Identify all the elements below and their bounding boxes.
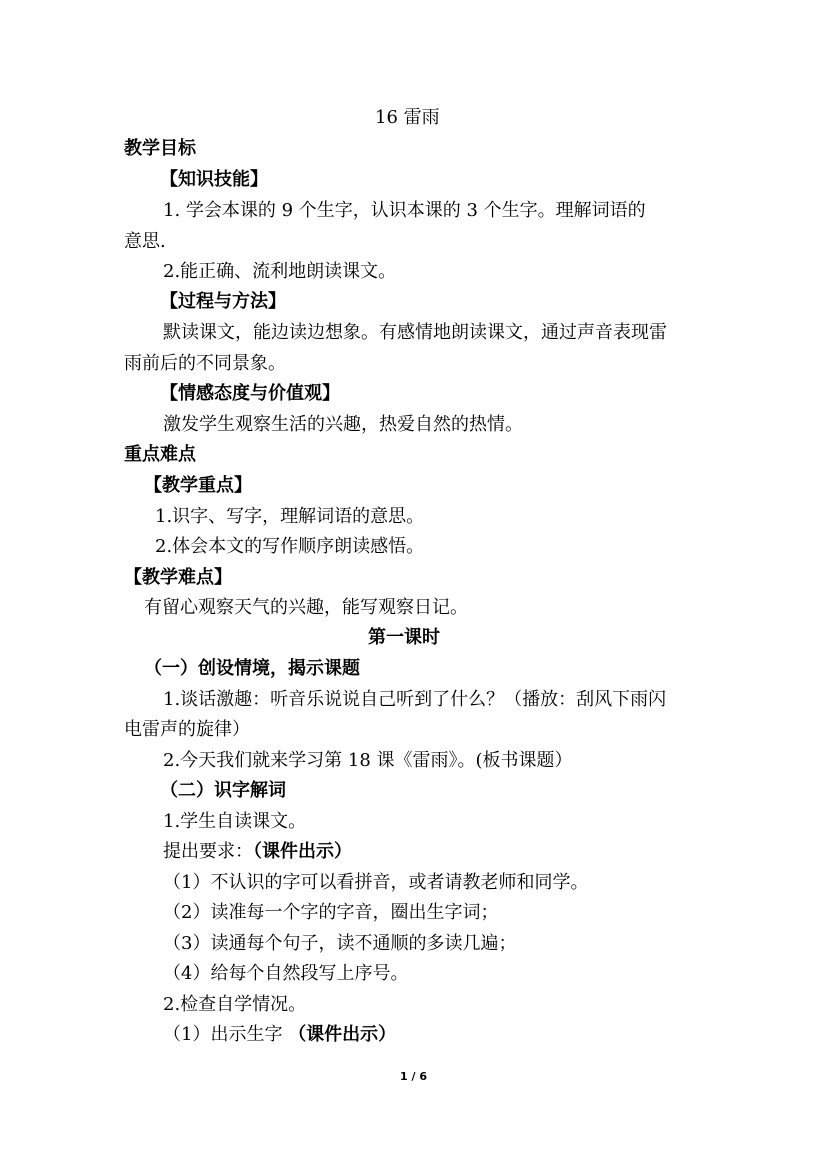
part2-item-2: 2.检查自学情况。 [163, 994, 307, 1015]
process-heading: 【过程与方法】 [160, 291, 286, 312]
requirement-3: （3）读通每个句子，读不通顺的多读几遍； [163, 933, 517, 954]
knowledge-heading: 【知识技能】 [160, 169, 268, 190]
focus-heading: 【教学重点】 [144, 475, 252, 496]
emotion-item-1: 激发学生观察生活的兴趣，热爱自然的热情。 [163, 414, 523, 435]
focus-item-2: 2.体会本文的写作顺序朗读感悟。 [155, 536, 425, 557]
process-item-1: 默读课文，能边读边想象。有感情地朗读课文，通过声音表现雷 [163, 322, 667, 343]
part1-heading: （一）创设情境，揭示课题 [144, 658, 360, 679]
knowledge-item-1: 1. 学会本课的 9 个生字，认识本课的 3 个生字。理解词语的 [163, 200, 646, 221]
difficulty-item-1: 有留心观察天气的兴趣，能写观察日记。 [144, 597, 468, 618]
difficulty-heading: 【教学难点】 [124, 567, 232, 588]
process-item-1-cont: 雨前后的不同景象。 [124, 353, 286, 374]
focus-item-1: 1.识字、写字，理解词语的意思。 [155, 506, 425, 527]
requirement-1: （1）不认识的字可以看拼音，或者请教老师和同学。 [163, 872, 589, 893]
part2-heading: （二）识字解词 [160, 780, 286, 801]
part2-requirements [163, 840, 352, 864]
part2-item-1: 1.学生自读课文。 [163, 811, 307, 832]
key-points-heading: 重点难点 [124, 444, 196, 465]
emotion-heading: 【情感态度与价值观】 [160, 383, 340, 404]
page-number: 1 / 6 [400, 1070, 427, 1083]
knowledge-item-2: 2.能正确、流利地朗读课文。 [163, 261, 397, 282]
courseware-note: （课件出示） [253, 841, 352, 862]
objectives-heading: 教学目标 [124, 138, 196, 159]
part1-item-2: 2.今天我们就来学习第 18 课《雷雨》。(板书课题） [163, 750, 573, 771]
knowledge-item-1-cont: 意思. [124, 231, 166, 252]
part2-requirements-label: 提出要求： [163, 841, 253, 862]
courseware-note-2: （课件出示） [288, 1024, 397, 1045]
requirement-2: （2）读准每一个字的字音，圈出生字词； [163, 902, 499, 923]
part2-subitem-1 [163, 1023, 396, 1047]
part1-item-1: 1.谈话激趣：听音乐说说自己听到了什么？（播放：刮风下雨闪 [163, 689, 667, 710]
part1-item-1-cont: 电雷声的旋律） [124, 719, 250, 740]
lesson-heading: 第一课时 [368, 627, 440, 648]
subitem-1-label: （1）出示生字 [163, 1024, 289, 1045]
page-title: 16 雷雨 [375, 107, 440, 128]
requirement-4: （4）给每个自然段写上序号。 [163, 963, 409, 984]
